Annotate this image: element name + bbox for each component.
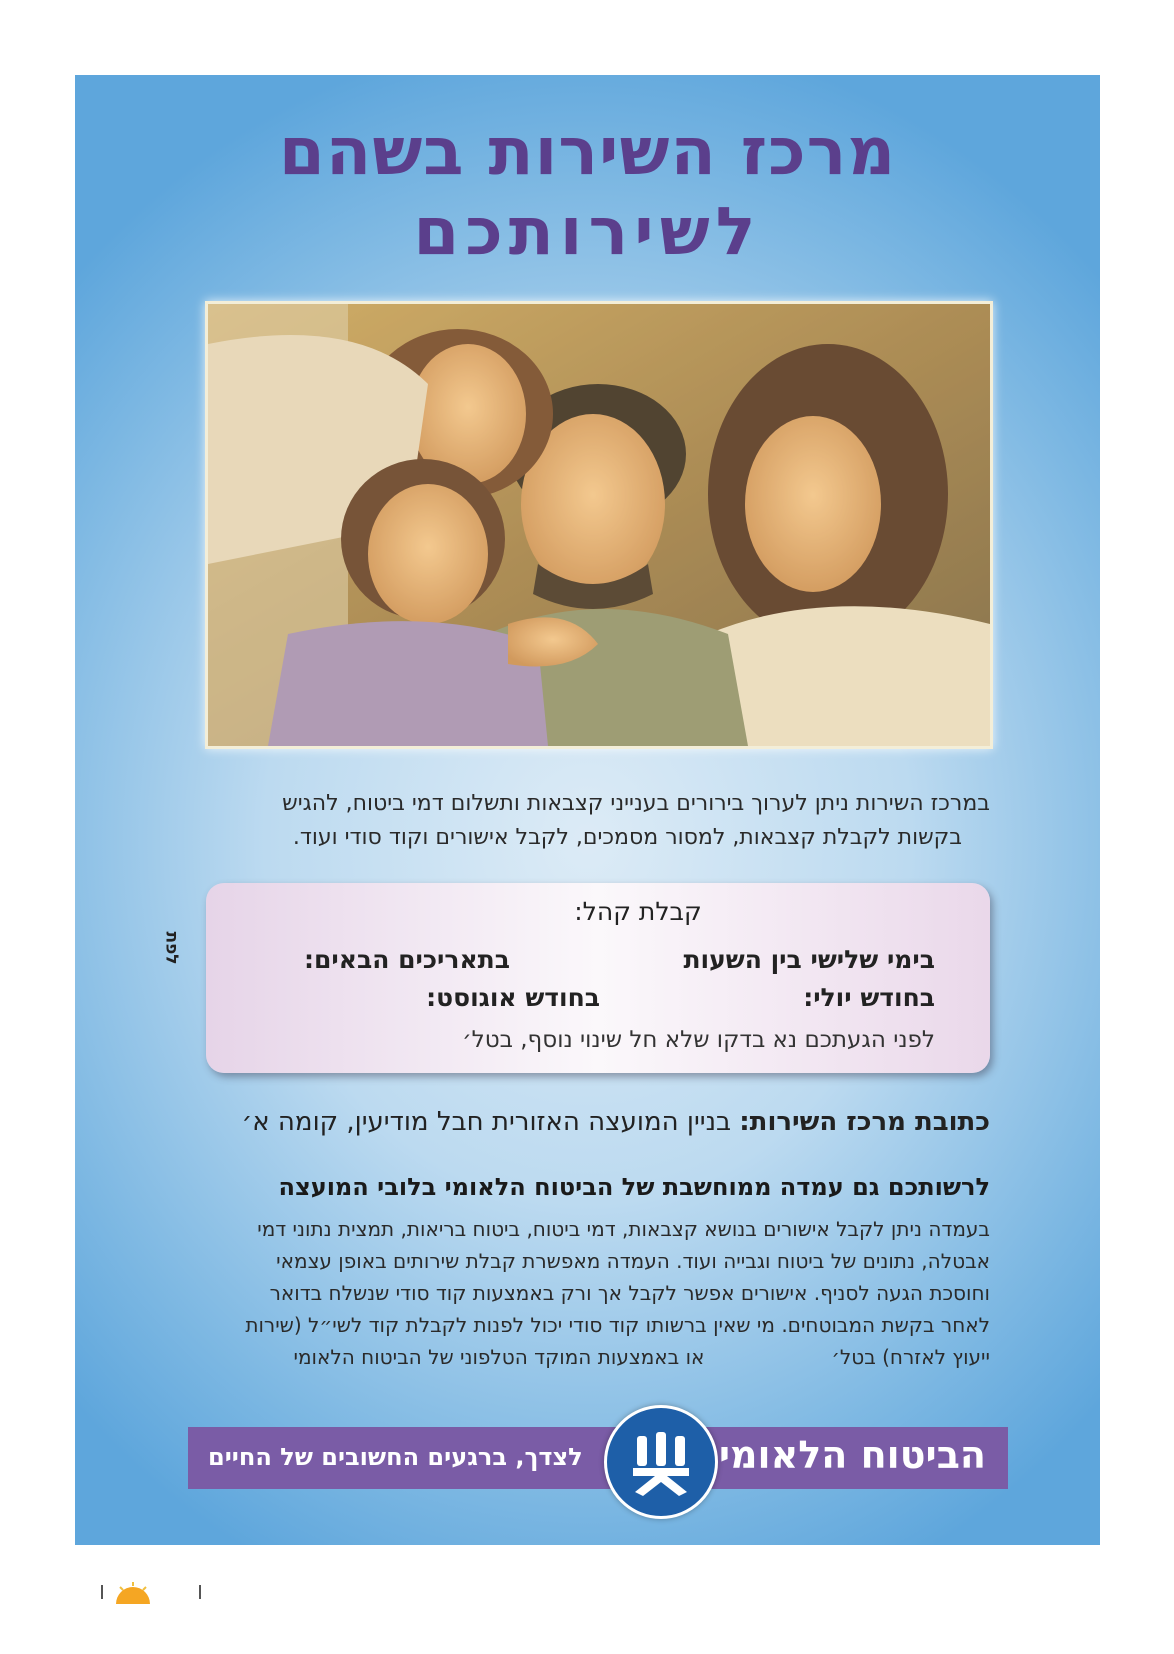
poster-title-line2: לשירותכם — [413, 193, 762, 270]
poster — [75, 75, 1100, 1545]
side-label: לפת — [161, 931, 182, 965]
kiosk-heading: לרשותכם גם עמדה ממוחשבת של הביטוח הלאומי בלובי המועצה — [278, 1173, 990, 1201]
national-insurance-logo-icon — [604, 1405, 718, 1519]
service-address — [241, 1107, 990, 1137]
kiosk-line: לאחר בקשת המבוטחים. מי שאין ברשותו קוד סודי יכול לפנות לקבלת קוד לשי״ל (שירות — [245, 1313, 990, 1337]
kiosk-line: אבטלה, נתונים של ביטוח וגבייה ועוד. העמדה מאפשרת קבלת שירותים באופן עצמאי — [276, 1249, 990, 1273]
reception-header: קבלת קהל: — [574, 897, 702, 926]
reception-row2-right: בחודש יולי: — [803, 983, 935, 1012]
poster-title-line1: מרכז השירות בשהם — [278, 113, 897, 190]
brand-slogan: לצדך, ברגעים החשובים של החיים — [208, 1443, 583, 1471]
reception-row2-left: בחודש אוגוסט: — [426, 983, 600, 1012]
kiosk-line: ייעוץ לאזרח) בטל׳ או באמצעות המוקד הטלפוני של הביטוח הלאומי — [293, 1345, 990, 1369]
intro-line2: בקשות לקבלת קצבאות, למסור מסמכים, לקבל אישורים וקוד סודי ועוד. — [292, 825, 962, 850]
family-photo — [205, 301, 993, 749]
kiosk-paragraph — [190, 1213, 990, 1373]
reception-note: לפני הגעתכם נא בדקו שלא חל שינוי נוסף, בטל׳ — [462, 1027, 935, 1053]
kiosk-line: וחוסכת הגעה לסניף. אישורים אפשר לקבל אך ורק באמצעות קוד סודי שנשלח בדואר — [269, 1281, 990, 1305]
footer-divider — [199, 1585, 201, 1599]
reception-hours-box — [206, 883, 990, 1073]
intro-line1: במרכז השירות ניתן לערוך בירורים בענייני קצבאות ותשלום דמי ביטוח, להגיש — [282, 791, 990, 816]
intro-paragraph — [200, 787, 990, 855]
reception-row1-right: בימי שלישי בין השעות — [683, 945, 935, 974]
sun-icon — [112, 1582, 154, 1608]
reception-row1-left: בתאריכים הבאים: — [304, 945, 510, 974]
kiosk-line: בעמדה ניתן לקבל אישורים בנושא קצבאות, דמי ביטוח, ביטוח בריאות, תמצית נתוני דמי — [257, 1217, 990, 1241]
address-label: כתובת מרכז השירות: — [739, 1107, 990, 1137]
footer-divider — [101, 1585, 103, 1599]
brand-banner — [188, 1427, 1008, 1489]
address-value: בניין המועצה האזורית חבל מודיעין, קומה א׳ — [241, 1107, 740, 1137]
brand-name: הביטוח הלאומי — [718, 1433, 986, 1477]
